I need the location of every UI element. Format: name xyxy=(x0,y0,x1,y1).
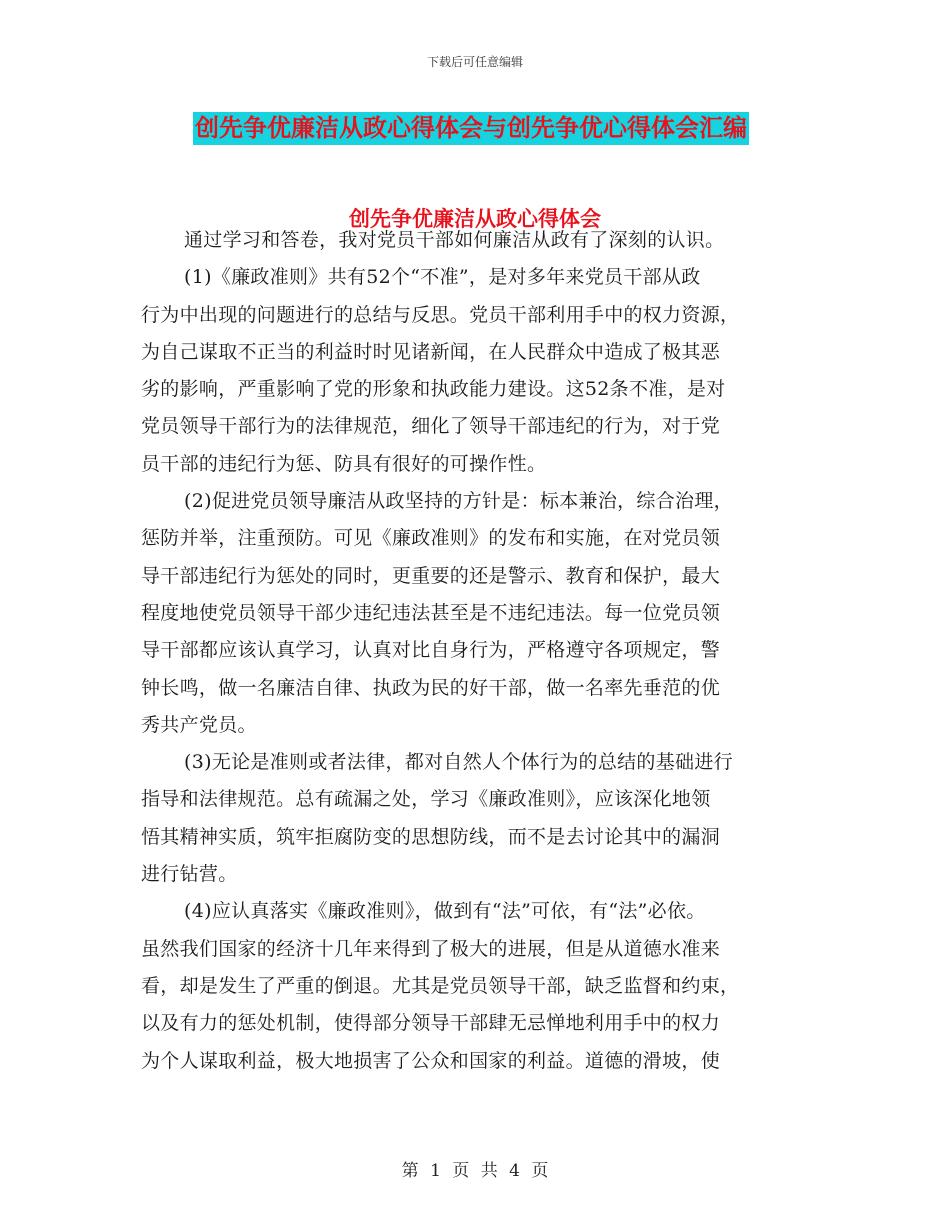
paragraph-line: 为自己谋取不正当的利益时时见诸新闻，在人民群众中造成了极其恶 xyxy=(141,340,721,363)
paragraph-line: 行为中出现的问题进行的总结与反思。党员干部利用手中的权力资源， xyxy=(141,303,740,326)
paragraph-line: 虽然我们国家的经济十几年来得到了极大的进展，但是从道德水准来 xyxy=(141,937,721,960)
paragraph-line: 进行钻营。 xyxy=(141,863,238,886)
paragraph-line: 钟长鸣，做一名廉洁自律、执政为民的好干部，做一名率先垂范的优 xyxy=(141,676,721,699)
paragraph-line: 以及有力的惩处机制，使得部分领导干部肆无忌惮地利用手中的权力 xyxy=(141,1012,721,1035)
paragraph-line: 导干部违纪行为惩处的同时，更重要的还是警示、教育和保护，最大 xyxy=(141,564,721,587)
header-note: 下载后可任意编辑 xyxy=(426,55,523,69)
paragraph-line: 导干部都应该认真学习，认真对比自身行为，严格遵守各项规定，警 xyxy=(141,639,721,662)
paragraph-line: 秀共产党员。 xyxy=(141,713,257,736)
paragraph-line: 劣的影响，严重影响了党的形象和执政能力建设。这52条不准，是对 xyxy=(141,378,726,401)
paragraph-line: 员干部的违纪行为惩、防具有很好的可操作性。 xyxy=(141,452,547,475)
paragraph-line: 通过学习和答卷，我对党员干部如何廉洁从政有了深刻的认识。 xyxy=(184,229,725,251)
main-title: 创先争优廉洁从政心得体会与创先争优心得体会汇编 xyxy=(193,112,749,145)
paragraph-line: (4)应认真落实《廉政准则》，做到有“法”可依，有“法”必依。 xyxy=(184,900,706,923)
paragraph-line: 为个人谋取利益，极大地损害了公众和国家的利益。道德的滑坡，使 xyxy=(141,1049,721,1072)
paragraph-line: 悟其精神实质，筑牢拒腐防变的思想防线，而不是去讨论其中的漏洞 xyxy=(141,825,721,848)
page-footer: 第 1 页 共 4 页 xyxy=(401,1161,549,1181)
paragraph-line: (2)促进党员领导廉洁从政坚持的方针是：标本兼治，综合治理， xyxy=(184,490,733,513)
body-text xyxy=(141,222,831,1080)
paragraph-line: (3)无论是准则或者法律，都对自然人个体行为的总结的基础进行 xyxy=(184,751,733,774)
paragraph-line: (1)《廉政准则》共有52个“不准”，是对多年来党员干部从政 xyxy=(184,266,701,289)
section-title: 创先争优廉洁从政心得体会 xyxy=(349,207,601,231)
paragraph-line: 看，却是发生了严重的倒退。尤其是党员领导干部，缺乏监督和约束， xyxy=(141,974,740,997)
paragraph-line: 程度地使党员领导干部少违纪违法甚至是不违纪违法。每一位党员领 xyxy=(141,601,721,624)
paragraph-line: 党员领导干部行为的法律规范，细化了领导干部违纪的行为，对于党 xyxy=(141,415,721,438)
paragraph-line: 惩防并举，注重预防。可见《廉政准则》的发布和实施，在对党员领 xyxy=(141,527,721,550)
paragraph-line: 指导和法律规范。总有疏漏之处，学习《廉政准则》，应该深化地领 xyxy=(141,788,711,811)
